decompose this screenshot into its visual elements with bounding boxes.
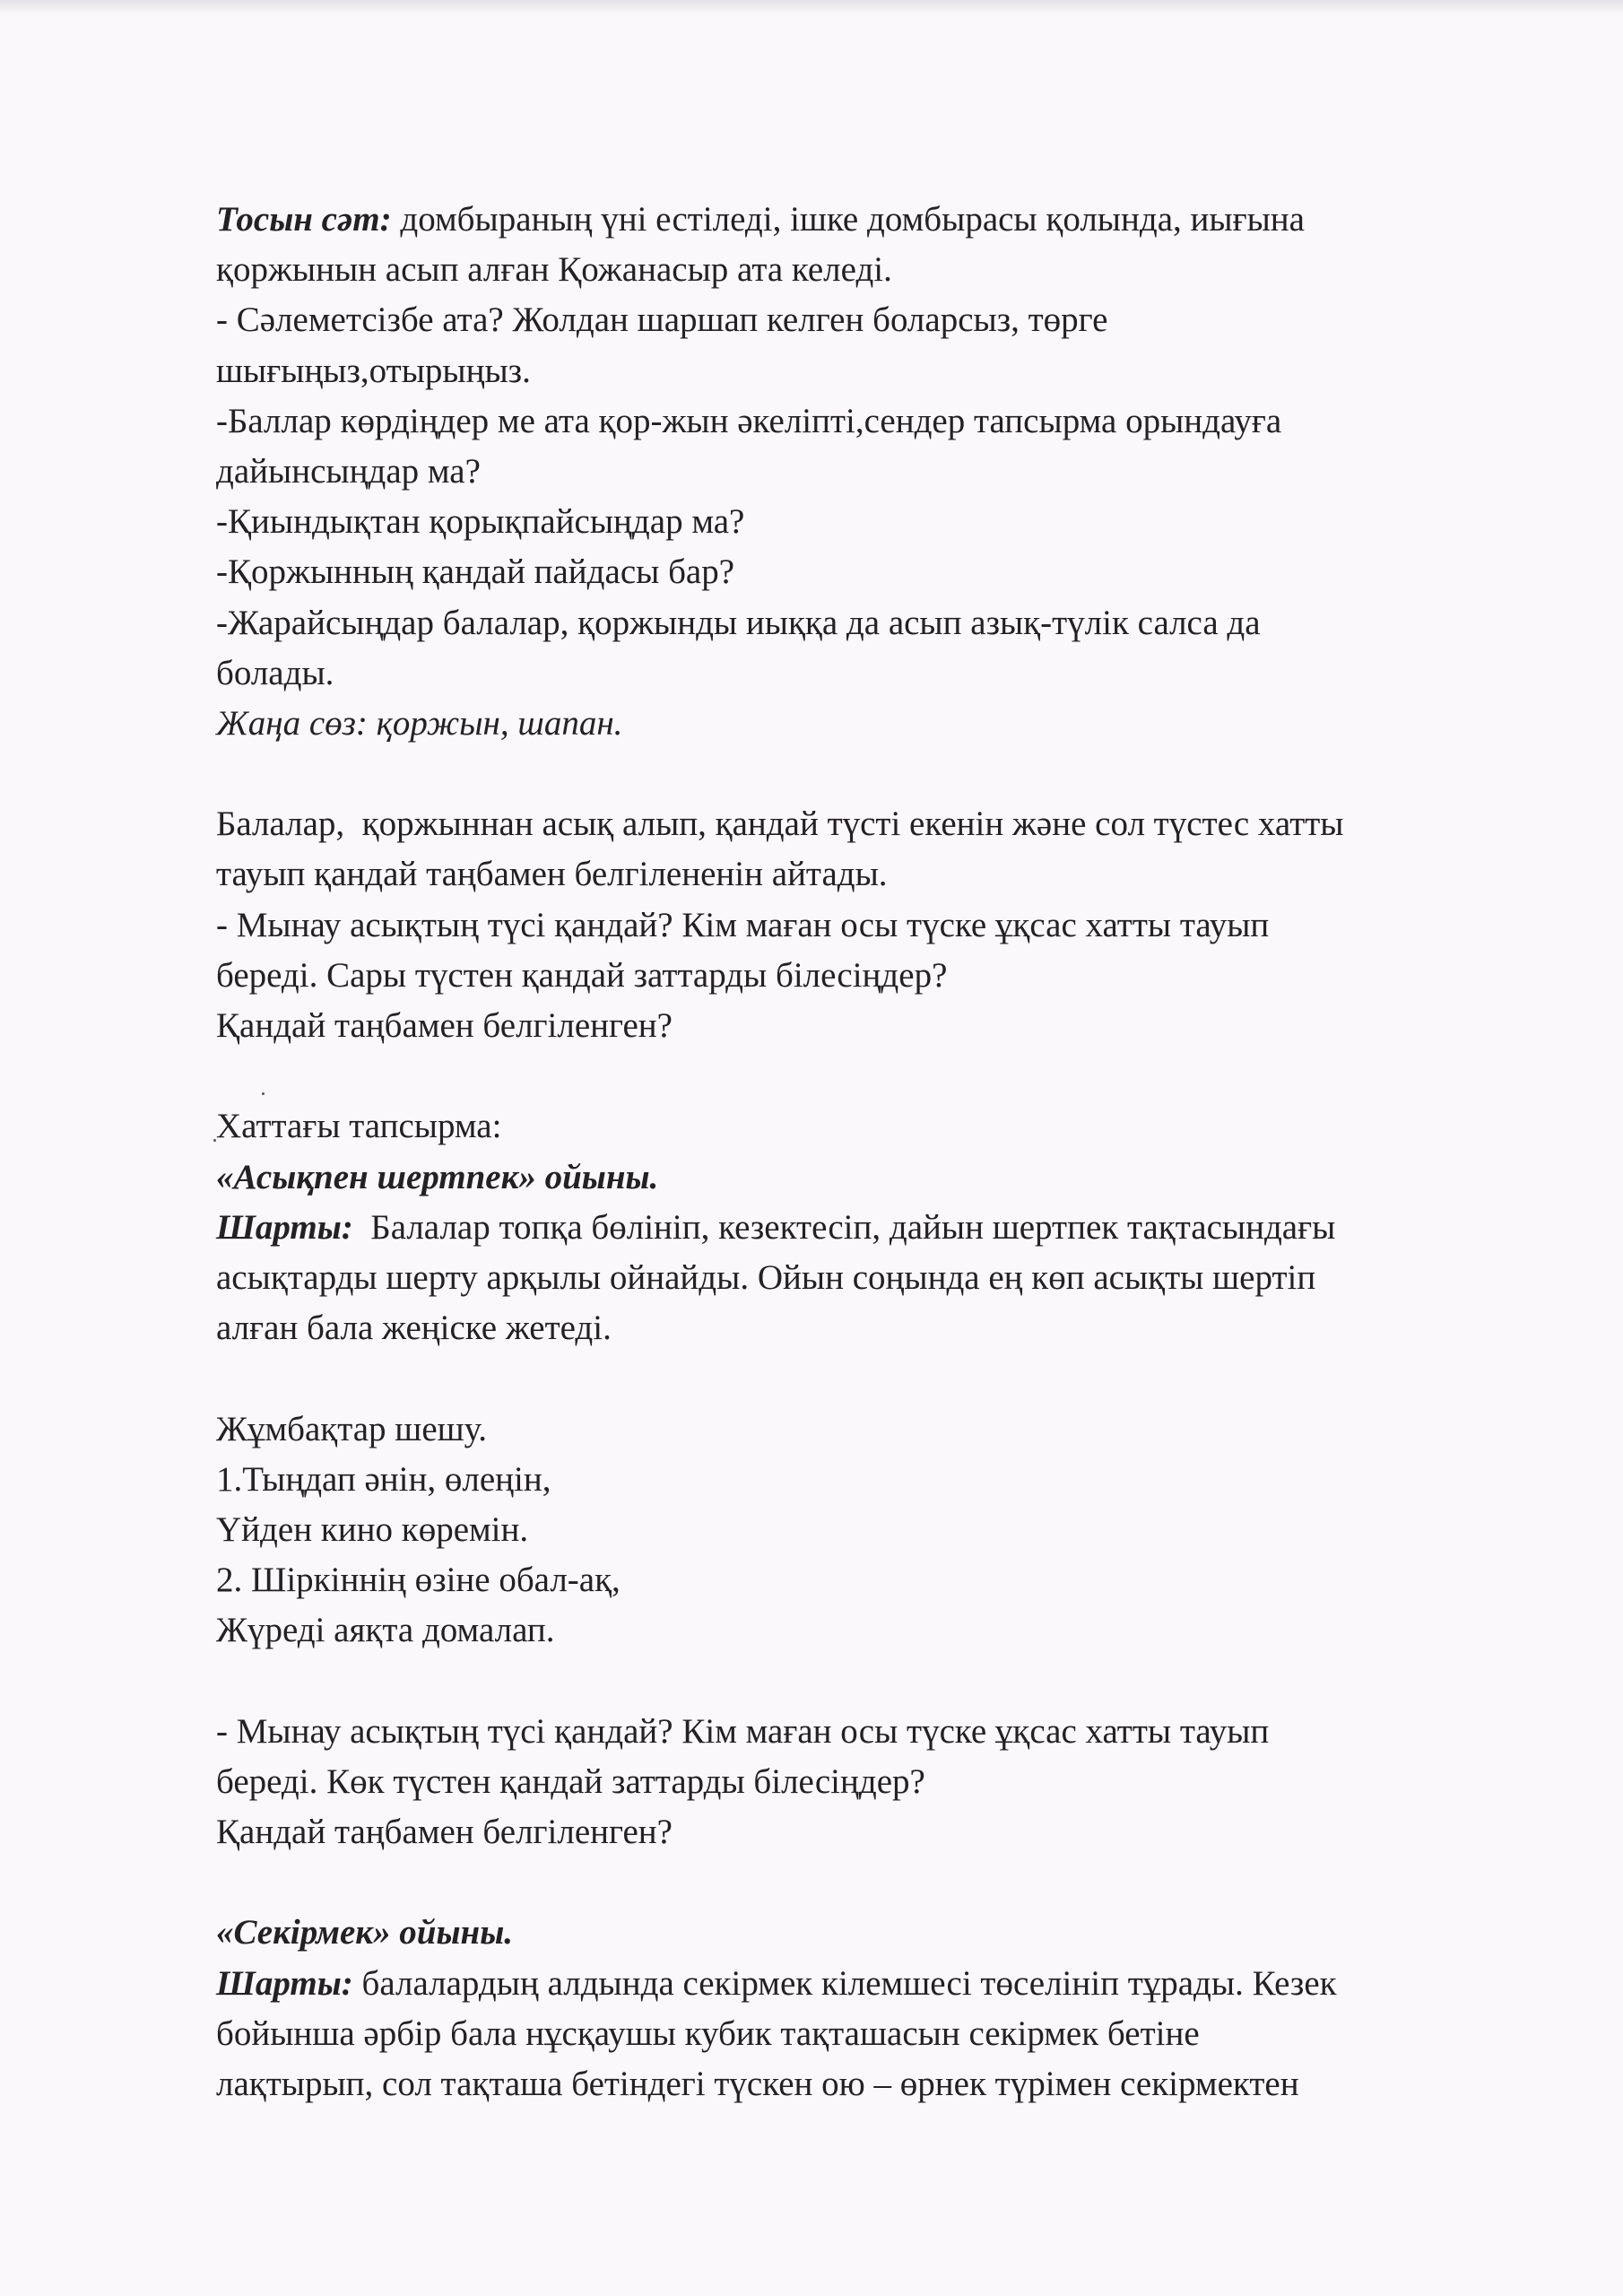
line-text: тауып қандай таңбамен белгілененін айтады. — [216, 855, 888, 894]
italic-text: Жаңа сөз: қоржын, шапан. — [216, 703, 623, 743]
bold-italic-label: «Секірмек» ойыны. — [216, 1913, 514, 1952]
text-line — [216, 849, 1343, 900]
text-line — [216, 1757, 1343, 1807]
text-line — [216, 1656, 1343, 1706]
line-text: - Мынау асықтың түсі қандай? Кім маған осы түске ұқсас хатты тауып — [216, 1711, 1270, 1751]
text-line — [216, 2009, 1343, 2059]
text-line — [216, 195, 1343, 245]
text-line — [216, 1455, 1343, 1505]
text-line — [216, 749, 1343, 799]
text-line — [216, 951, 1343, 1001]
bold-italic-label: Тосын сәт: — [216, 200, 392, 239]
line-text: домбыраның үні естіледі, ішке домбырасы қолында, иығына — [391, 200, 1305, 239]
text-line — [216, 598, 1343, 648]
line-text: Балалар топқа бөлініп, кезектесіп, дайын шертпек тақтасындағы — [352, 1207, 1336, 1247]
line-text: Жүреді аяқта домалап. — [216, 1611, 555, 1650]
text-line — [216, 396, 1343, 447]
line-text: 2. Шіркіннің өзіне обал-ақ, — [216, 1561, 621, 1600]
document-body — [216, 195, 1343, 2109]
line-text: -Жарайсыңдар балалар, қоржынды иыққа да асып азық-түлік салса да — [216, 603, 1261, 642]
text-line — [216, 1253, 1343, 1303]
text-line — [216, 1051, 1343, 1101]
line-text: - Мынау асықтың түсі қандай? Кім маған осы түске ұқсас хатты тауып — [216, 905, 1270, 944]
text-line — [216, 547, 1343, 597]
line-text: дайынсыңдар ма? — [216, 451, 481, 491]
text-line — [216, 1707, 1343, 1757]
text-line — [216, 1857, 1343, 1908]
line-text: қоржынын асып алған Қожанасыр ата келеді. — [216, 250, 892, 290]
text-line — [216, 2059, 1343, 2109]
text-line — [216, 346, 1343, 396]
text-line — [216, 1203, 1343, 1253]
text-line — [216, 1303, 1343, 1353]
line-text: Үйден кино көремін. — [216, 1509, 529, 1549]
line-text: балалардың алдында секірмек кілемшесі төселініп тұрады. Кезек — [352, 1963, 1337, 2003]
text-line — [216, 1605, 1343, 1656]
line-text: Қандай таңбамен белгіленген? — [216, 1813, 673, 1851]
line-text: -Қоржынның қандай пайдасы бар? — [216, 552, 735, 592]
text-line — [216, 295, 1343, 345]
text-line — [216, 245, 1343, 295]
line-text: Жұмбақтар шешу. — [216, 1409, 488, 1448]
text-line — [216, 799, 1343, 849]
bold-italic-label: Шарты: — [216, 1963, 353, 2003]
text-line — [216, 1353, 1343, 1404]
line-text: Балалар, қоржыннан асық алып, қандай түсті екенін және сол түстес хатты — [216, 804, 1344, 844]
line-text: береді. Сары түстен қандай заттарды білесіңдер? — [216, 955, 948, 995]
text-line — [216, 1405, 1343, 1455]
text-line — [216, 1555, 1343, 1605]
line-text: шығыңыз,отырыңыз. — [216, 351, 531, 390]
scan-top-edge — [0, 0, 1623, 14]
line-text: асықтарды шерту арқылы ойнайды. Ойын соңында ең көп асықты шертіп — [216, 1257, 1316, 1297]
line-text: бойынша әрбір бала нұсқаушы кубик тақташасын секірмек бетіне — [216, 2013, 1200, 2053]
text-line — [216, 1908, 1343, 1958]
text-line — [216, 648, 1343, 699]
line-text: Хаттағы тапсырма: — [216, 1107, 502, 1146]
text-line — [216, 1807, 1343, 1857]
text-line — [216, 699, 1343, 749]
line-text: береді. Көк түстен қандай заттарды білесіңдер? — [216, 1761, 925, 1801]
line-text: -Қиындықтан қорықпайсыңдар ма? — [216, 502, 745, 542]
line-text: алған бала жеңіске жетеді. — [216, 1309, 612, 1348]
line-text: болады. — [216, 653, 334, 692]
bold-italic-label: «Асықпен шертпек» ойыны. — [216, 1157, 659, 1196]
text-line — [216, 900, 1343, 951]
text-line — [216, 1001, 1343, 1051]
text-line — [216, 1152, 1343, 1203]
text-line — [216, 447, 1343, 497]
text-line — [216, 1505, 1343, 1555]
line-text: лақтырып, сол тақташа бетіндегі түскен ою – өрнек түрімен секірмектен — [216, 2064, 1299, 2103]
text-line — [216, 1959, 1343, 2009]
bold-italic-label: Шарты: — [216, 1207, 353, 1247]
text-line — [216, 497, 1343, 547]
line-text: -Баллар көрдіңдер ме ата қор-жын әкеліпті,сендер тапсырма орындауға — [216, 401, 1282, 440]
text-line — [216, 1101, 1343, 1152]
line-text: 1.Тыңдап әнін, өлеңін, — [216, 1459, 551, 1499]
line-text: Қандай таңбамен белгіленген? — [216, 1006, 673, 1045]
line-text: - Сәлеметсізбе ата? Жолдан шаршап келген боларсыз, төрге — [216, 300, 1108, 340]
